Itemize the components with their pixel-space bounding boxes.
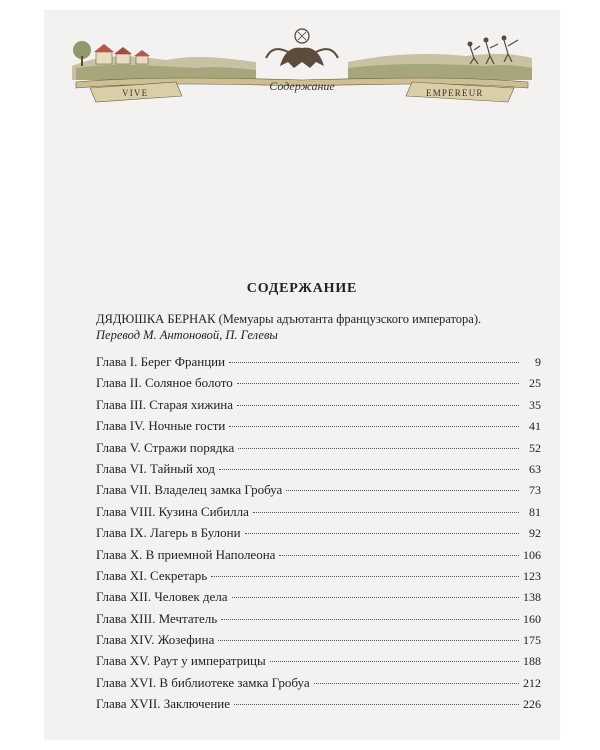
banner-text-right: EMPEREUR bbox=[426, 88, 484, 98]
chapter-page-number: 81 bbox=[529, 504, 541, 519]
dot-leader bbox=[245, 533, 519, 534]
contents-title: СОДЕРЖАНИЕ bbox=[246, 281, 358, 296]
chapter-title: Глава VI. Тайный ход bbox=[96, 460, 215, 476]
chapter-page-number: 175 bbox=[523, 633, 541, 648]
chapter-title: Глава XVI. В библиотеке замка Гробуа bbox=[96, 674, 310, 690]
chapter-entry[interactable] bbox=[96, 568, 541, 589]
chapter-entry[interactable] bbox=[96, 525, 541, 546]
chapter-entry[interactable] bbox=[96, 418, 541, 439]
chapter-title: Глава V. Стражи порядка bbox=[96, 439, 235, 455]
dot-leader bbox=[219, 469, 519, 470]
dot-leader bbox=[237, 405, 519, 406]
chapter-entry[interactable] bbox=[96, 482, 541, 503]
chapter-page-number: 106 bbox=[523, 547, 541, 562]
chapter-title: Глава XV. Раут у императрицы bbox=[96, 653, 266, 669]
header-illustration bbox=[66, 22, 538, 108]
dot-leader bbox=[234, 704, 519, 705]
chapter-entry[interactable] bbox=[96, 375, 541, 396]
work-title: ДЯДЮШКА БЕРНАК bbox=[96, 312, 216, 326]
chapter-page-number: 73 bbox=[529, 483, 541, 498]
chapter-entry[interactable] bbox=[96, 675, 541, 696]
chapter-page-number: 35 bbox=[529, 397, 541, 412]
chapter-title: Глава II. Соляное болото bbox=[96, 375, 233, 391]
work-entry bbox=[96, 311, 516, 343]
dot-leader bbox=[211, 576, 519, 577]
chapter-entry[interactable] bbox=[96, 589, 541, 610]
dot-leader bbox=[229, 362, 519, 363]
chapter-entry[interactable] bbox=[96, 504, 541, 525]
running-head: Содержание bbox=[269, 79, 335, 93]
chapter-title: Глава I. Берег Франции bbox=[96, 354, 226, 369]
chapter-page-number: 52 bbox=[529, 440, 541, 455]
chapter-title: Глава III. Старая хижина bbox=[96, 396, 234, 412]
chapter-title: Глава X. В приемной Наполеона bbox=[96, 546, 276, 562]
chapter-entry[interactable] bbox=[96, 440, 541, 461]
dot-leader bbox=[218, 640, 519, 641]
chapter-title: Глава IV. Ночные гости bbox=[96, 418, 226, 434]
chapter-entry[interactable] bbox=[96, 547, 541, 568]
chapter-title: Глава VII. Владелец замка Гробуа bbox=[96, 482, 283, 498]
chapter-page-number: 63 bbox=[529, 461, 541, 476]
dot-leader bbox=[237, 383, 519, 384]
chapter-entry[interactable] bbox=[96, 632, 541, 653]
chapter-entry[interactable] bbox=[96, 653, 541, 674]
chapter-entry[interactable] bbox=[96, 397, 541, 418]
dot-leader bbox=[229, 426, 519, 427]
chapter-title: Глава XII. Человек дела bbox=[96, 589, 228, 605]
chapter-page-number: 9 bbox=[535, 355, 541, 369]
chapter-entry[interactable] bbox=[96, 611, 541, 632]
chapter-page-number: 92 bbox=[529, 526, 541, 541]
chapter-title: Глава XIII. Мечтатель bbox=[96, 610, 218, 626]
chapter-title: Глава XIV. Жозефина bbox=[96, 632, 215, 648]
dot-leader bbox=[232, 597, 519, 598]
chapter-page-number: 226 bbox=[523, 697, 541, 712]
chapter-entry[interactable] bbox=[96, 696, 541, 717]
banner-text-left: VIVE bbox=[122, 88, 149, 98]
chapter-page-number: 138 bbox=[523, 590, 541, 605]
chapter-page-number: 25 bbox=[529, 376, 541, 391]
chapter-list bbox=[96, 354, 541, 718]
book-page bbox=[44, 10, 560, 740]
chapter-page-number: 212 bbox=[523, 675, 541, 690]
chapter-page-number: 123 bbox=[523, 568, 541, 583]
dot-leader bbox=[253, 512, 519, 513]
dot-leader bbox=[279, 555, 519, 556]
work-subtitle: (Мемуары адъютанта французского императора). bbox=[218, 312, 482, 326]
chapter-entry[interactable] bbox=[96, 461, 541, 482]
chapter-title: Глава IX. Лагерь в Булони bbox=[96, 525, 241, 541]
dot-leader bbox=[238, 448, 519, 449]
chapter-page-number: 188 bbox=[523, 654, 541, 669]
dot-leader bbox=[270, 661, 519, 662]
chapter-title: Глава XVII. Заключение bbox=[96, 696, 231, 712]
chapter-page-number: 160 bbox=[523, 611, 541, 626]
dot-leader bbox=[314, 683, 519, 684]
chapter-title: Глава XI. Секретарь bbox=[96, 567, 208, 583]
chapter-title: Глава VIII. Кузина Сибилла bbox=[96, 503, 249, 519]
dot-leader bbox=[221, 619, 519, 620]
chapter-entry[interactable] bbox=[96, 354, 541, 375]
work-translators: Перевод М. Антоновой, П. Гелевы bbox=[96, 328, 278, 342]
dot-leader bbox=[286, 490, 519, 491]
chapter-page-number: 41 bbox=[529, 419, 541, 434]
